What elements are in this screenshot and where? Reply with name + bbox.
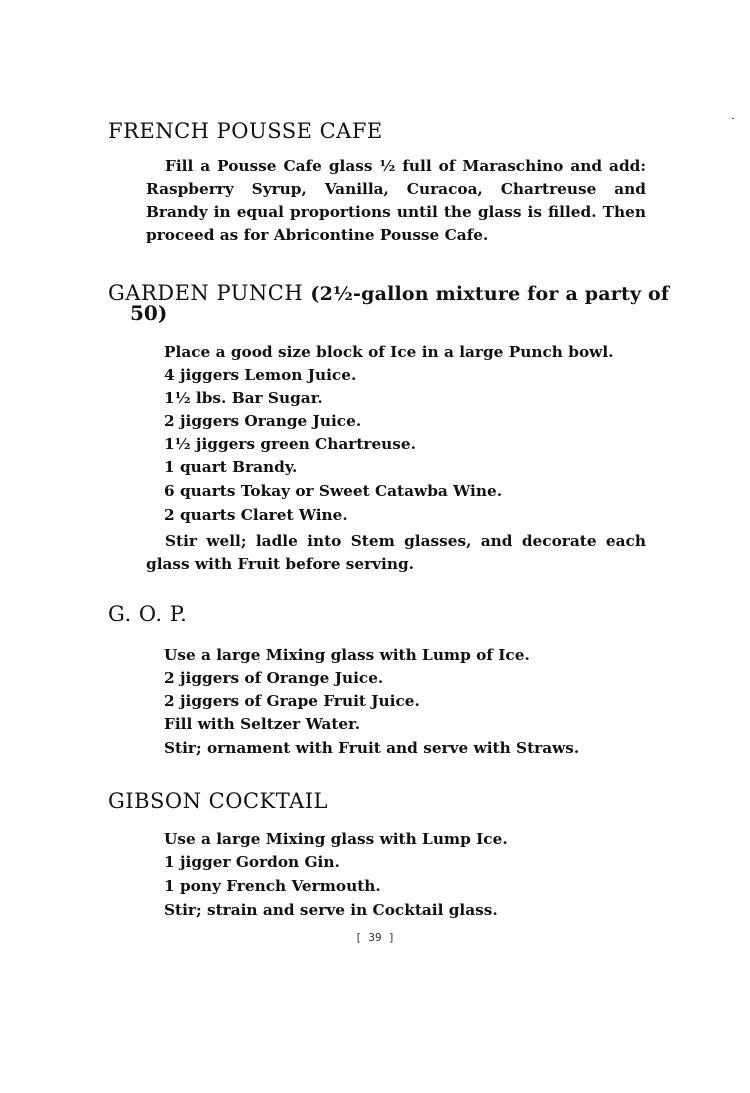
ingredient-line: 4 jiggers Lemon Juice. (164, 366, 357, 384)
ingredient-line: 2 jiggers of Grape Fruit Juice. (164, 692, 420, 710)
recipe-title-line (108, 281, 669, 306)
recipe-title: GIBSON COCKTAIL (108, 789, 328, 813)
ingredient-line: 2 quarts Claret Wine. (164, 506, 348, 524)
recipe-paragraph: Stir well; ladle into Stem glasses, and decorate each glass with Fruit before serving. (146, 532, 646, 573)
ingredient-line: 2 jiggers Orange Juice. (164, 412, 362, 430)
recipe-title: GARDEN PUNCH (108, 281, 304, 305)
ingredient-line: 2 jiggers of Orange Juice. (164, 669, 384, 687)
recipe-title: FRENCH POUSSE CAFE (108, 119, 383, 143)
ingredient-line: Use a large Mixing glass with Lump Ice. (164, 830, 508, 848)
ingredient-line: 1 pony French Vermouth. (164, 877, 381, 895)
ingredient-line: Place a good size block of Ice in a large Punch bowl. (164, 343, 614, 361)
ingredient-line: Stir; ornament with Fruit and serve with Straws. (164, 739, 580, 757)
recipe-subtitle-continued: 50) (130, 301, 168, 325)
ingredient-line: 1½ lbs. Bar Sugar. (164, 389, 323, 407)
ingredient-line: Fill with Seltzer Water. (164, 715, 361, 733)
ingredient-line: 1 quart Brandy. (164, 458, 298, 476)
ingredient-line: Stir; strain and serve in Cocktail glass. (164, 901, 498, 919)
page-number: [ 39 ] (355, 931, 395, 944)
recipe-title: G. O. P. (108, 602, 188, 626)
ingredient-line: 1 jigger Gordon Gin. (164, 853, 340, 871)
ingredient-line: 6 quarts Tokay or Sweet Catawba Wine. (164, 482, 503, 500)
recipe-subtitle: (2½-gallon mixture for a party of (310, 283, 670, 305)
ingredient-line: 1½ jiggers green Chartreuse. (164, 435, 416, 453)
recipe-paragraph: Fill a Pousse Cafe glass ½ full of Maraschino and add: Raspberry Syrup, Vanilla, Curacoa, Chartreuse and Brandy in equal proportions until the glass is filled. Then proceed as for Abricontine Pousse Cafe. (146, 157, 646, 244)
scan-speck (732, 118, 734, 119)
ingredient-line: Use a large Mixing glass with Lump of Ice. (164, 646, 530, 664)
